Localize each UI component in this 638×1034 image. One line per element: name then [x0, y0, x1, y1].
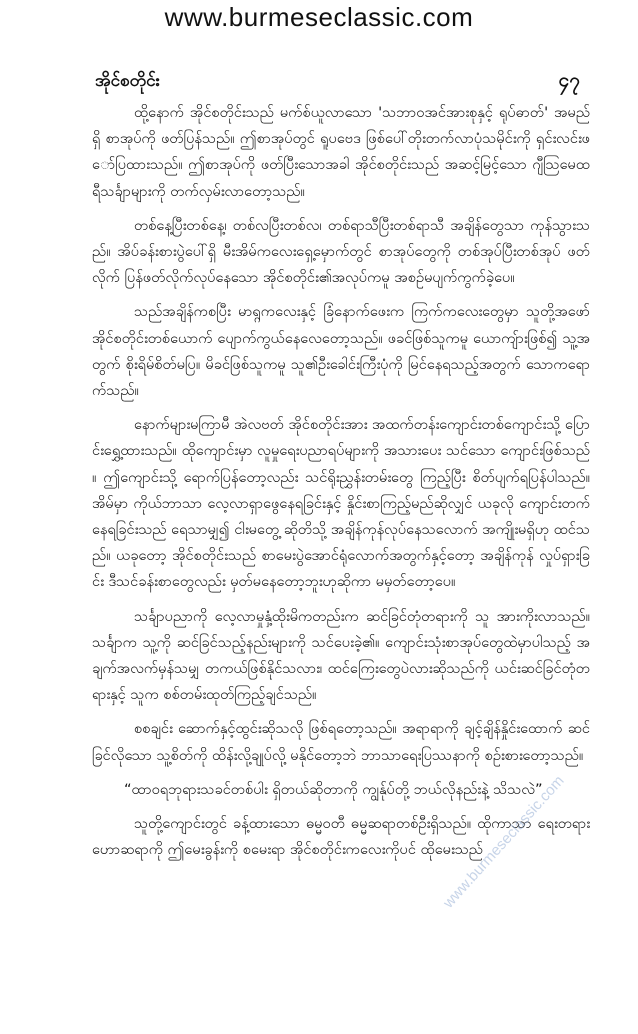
running-head-title: အိုင်စတိုင်း	[95, 71, 160, 91]
paragraph: တစ်နေ့ပြီးတစ်နေ့၊ တစ်လပြီးတစ်လ၊ တစ်ရာသီပြီးတစ်ရာသီ အချိန်တွေသာ ကုန်သွားသည်။ အိပ်ခန်းစားပွဲပေါ်ရှိ မီးအိမ်ကလေးရှေ့မှောက်တွင် စာအုပ်တွေကို တစ်အုပ်ပြီးတစ်အုပ် ဖတ်လိုက် ပြန်ဖတ်လိုက်လုပ်နေသော အိုင်စတိုင်း၏အလုပ်ကမူ အစဉ်မပျက်ကွက်ခဲ့ပေ။	[92, 216, 590, 287]
paragraph: စစချင်း ဆောက်နှင့်ထွင်းဆိုသလို ဖြစ်ရတော့သည်။ အရာရာကို ချင့်ချိန်နှိုင်းထောက် ဆင်ခြင်လိုသော သူ့စိတ်ကို ထိန်းလို့ချုပ်လို့ မနိုင်တော့ဘဲ ဘာသာရေးပြဿနာကို စဉ်းစားတော့သည်။	[92, 720, 590, 764]
quote-paragraph: “ထာဝရဘုရားသခင်တစ်ပါး ရှိတယ်ဆိုတာကို ကျွန်ုပ်တို့ ဘယ်လိုနည်းနဲ့ သိသလဲ”	[124, 780, 543, 798]
page-body	[92, 100, 590, 871]
site-url-header: www.burmeseclassic.com	[164, 2, 474, 32]
paragraph: သည်အချိန်ကစပြီး မာရ္ဂကလေးနှင့် ခြံနောက်ဖေးက ကြက်ကလေးတွေမှာ သူတို့အဖော် အိုင်စတိုင်းတစ်ယောက် ပျောက်ကွယ်နေလေတော့သည်။ ဖခင်ဖြစ်သူကမူ ယောကျ်ားဖြစ်၍ သူ့အတွက် စိုးရိမ်စိတ်မပြ။ မိခင်ဖြစ်သူကမူ သူ၏ဦးခေါင်းကြီးပုံကို မြင်နေရသည့်အတွက် သောကရောက်သည်။	[92, 303, 590, 400]
diagonal-watermark: www.burmeseclassic.com	[440, 772, 568, 912]
paragraph: သင်္ချာပညာကို လေ့လာမှုနှံ့ထိုးမိကတည်းက ဆင်ခြင်တုံတရားကို သူ အားကိုးလာသည်။ သင်္ချာက သူ့ကို ဆင်ခြင်သည့်နည်းများကို သင်ပေးခဲ့၏။ ကျောင်းသုံးစာအုပ်တွေထဲမှာပါသည့် အချက်အလက်မှန်သမျှ တကယ်ဖြစ်နိုင်သလား၊ ထင်ကြေးတွေပဲလားဆိုသည်ကို ယင်းဆင်ခြင်တုံတရားနှင့် သူက စစ်တမ်းထုတ်ကြည့်ချင်သည်။	[92, 607, 590, 704]
paragraph: ထို့နောက် အိုင်စတိုင်းသည် မက်စ်ယူလာသော 'သဘာဝအင်အားစုနှင့် ရုပ်ဓာတ်' အမည်ရှိ စာအုပ်ကို ဖတ်ပြန်သည်။ ဤစာအုပ်တွင် ရူပဗေဒ ဖြစ်ပေါ်တိုးတက်လာပုံသမိုင်းကို ရှင်းလင်းဖော်ပြထားသည်။ ဤစာအုပ်ကို ဖတ်ပြီးသောအခါ အိုင်စတိုင်းသည် အဆင့်မြင့်သော ဂျီသြမေထရီသင်္ချာများကို တက်လှမ်းလာတော့သည်။	[92, 104, 590, 200]
paragraph: နောက်များမကြာမီ အဲလဗတ် အိုင်စတိုင်းအား အထက်တန်းကျောင်းတစ်ကျောင်းသို့ ပြောင်းရွှေ့ထားသည်။ ထိုကျောင်းမှာ လူမှုရေးပညာရပ်များကို အသားပေး သင်သော ကျောင်းဖြစ်သည်။ ဤကျောင်းသို့ ရောက်ပြန်တော့လည်း သင်ရိုးညွှန်းတမ်းတွေ ကြည့်ပြီး စိတ်ပျက်ရပြန်ပါသည်။ အိမ်မှာ ကိုယ်ဘာသာ လေ့လာရှာဖွေနေရခြင်းနှင့် နှိုင်းစာကြည့်မည်ဆိုလျှင် ယခုလို ကျောင်းတက်နေရခြင်းသည် ရေသာမျှ၍ ငါးမတွေ့ ဆိုတိသို့ အချိန်ကုန်လုပ်နေသလောက် အကျိုးမရှိဟု ထင်သည်။ ယခုတော့ အိုင်စတိုင်းသည် စာမေးပွဲအောင်ရုံလောက်အတွက်နှင့်တော့ အချိန်ကုန် လှုပ်ရှားခြင်း ဒီသင်ခန်းစာတွေလည်း မှတ်မနေတော့ဘူးဟုဆိုကာ မမှတ်တော့ပေ။	[92, 416, 591, 591]
paragraph: သူတို့ကျောင်းတွင် ခန့်ထားသော ဓမ္မဝတီ ဓမ္မဆရာတစ်ဦးရှိသည်။ ထိုကာသာ ရေးတရားဟောဆရာကို ဤမေးခွန်းကို စမေးရာ အိုင်စတိုင်းကလေးကိုပင် ထိုမေးသည်	[92, 815, 590, 859]
page-number: ၄၇	[558, 69, 580, 91]
